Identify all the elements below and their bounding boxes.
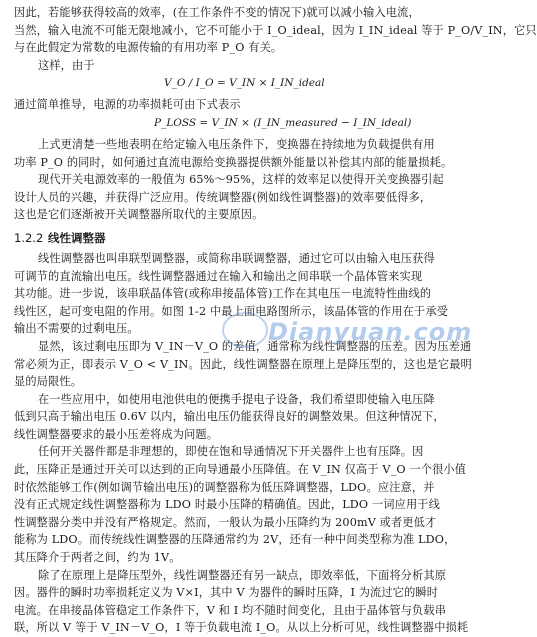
equation-power-loss: P_LOSS = V_IN × (I_IN_measured − I_IN_ideal) xyxy=(154,116,412,129)
text-line: 输出不需要的过剩电压。 xyxy=(14,322,139,336)
text-line: 功率 P_O 的同时，如何通过直流电源给变换器提供额外能量以补偿其内部的能量损耗。 xyxy=(14,155,453,169)
text-line: 通过简单推导，电源的功率损耗可由下式表示 xyxy=(14,98,241,112)
equation-efficiency: V_O / I_O = V_IN × I_IN_ideal xyxy=(164,77,325,90)
text-line: 设计人员的兴趣，并获得广泛应用。传统调整器(例如线性调整器)的效率要低得多， xyxy=(14,190,432,204)
text-line: 能称为 LDO。而传统线性调整器的压降通常约为 2V，还有一种中间类型称为准 LDO， xyxy=(14,533,456,547)
text-line: 电流。在串接晶体管稳定工作条件下，V 和 I 均不随时间变化，且由于晶体管与负载串 xyxy=(14,603,447,617)
text-line: 其功能。进一步说，该串联晶体管(或称串接晶体管)工作在其电压－电流特性曲线的 xyxy=(14,287,432,301)
text-line: 现代开关电源效率的一般值为 65%～95%，这样的效率足以使得开关变换器引起 xyxy=(38,173,444,187)
text-line: 可调节的直流输出电压。线性调整器通过在输入和输出之间串联一个晶体管来实现 xyxy=(14,269,423,283)
text-line: 显的局限性。 xyxy=(14,375,83,389)
text-line: 因。器件的瞬时功率损耗定义为 V×I，其中 V 为器件的瞬时压降，I 为流过它的瞬时 xyxy=(14,586,439,600)
text-line: 这样，由于 xyxy=(38,58,95,72)
text-line: 常必须为正，即表示 V_O < V_IN。因此，线性调整器在原理上是降压型的，这也是它最明 xyxy=(14,357,472,371)
text-line: 时依然能够工作(例如调节输出电压)的调整器称为低压降调整器，LDO。应注意，并 xyxy=(14,480,435,494)
text-line: 线性调整器要求的最小压差将成为问题。 xyxy=(14,427,219,441)
section-heading xyxy=(14,224,478,250)
section-title: 线性调整器 xyxy=(48,230,106,245)
text-line: 线性调整器也叫串联型调整器，或简称串联调整器，通过它可以由输入电压获得 xyxy=(38,251,435,265)
text-line: 此，压降正是通过开关可以达到的正向导通最小压降值。在 V_IN 仅高于 V_O 一个很小值 xyxy=(14,463,467,477)
text-line: 联，所以 V 等于 V_IN－V_O，I 等于负载电流 I_O。从以上分析可见，线性调整器中损耗 xyxy=(14,621,469,635)
text-line: 显然，该过剩电压即为 V_IN－V_O 的差值，通常称为线性调整器的压差。因为压差通 xyxy=(38,339,472,353)
text-line: 当然，输入电流不可能无限地减小，它不可能小于 I_O_ideal，因为 I_IN_ideal 等于 P_O/V_IN，它只 xyxy=(14,23,537,37)
text-line: 这也是它们逐渐被开关调整器所取代的主要原因。 xyxy=(14,208,264,222)
text-line: 因此，若能够获得较高的效率，(在工作条件不变的情况下)就可以减小输入电流， xyxy=(14,6,420,19)
text-line: 上式更清楚一些地表明在给定输入电压条件下，变换器在持续地为负载提供有用 xyxy=(38,137,435,151)
watermark-logo-icon xyxy=(222,312,268,348)
text-line: 没有正式规定线性调整器称为 LDO 时最小压降的精确值。因此，LDO 一词应用于线 xyxy=(14,498,440,512)
watermark: Dianyuan.com xyxy=(268,318,473,346)
text-line: 与在此假定为常数的电源传输的有用功率 P_O 有关。 xyxy=(14,41,283,55)
text-line: 性调整器分类中并没有严格规定。然而，一般认为最小压降约为 200mV 或者更低才 xyxy=(14,515,437,529)
text-line: 除了在原理上是降压型外，线性调整器还有另一缺点，即效率低，下面将分析其原 xyxy=(38,568,447,582)
text-line: 在一些应用中，如使用电池供电的便携手提电子设备，我们希望即使输入电压降 xyxy=(38,392,435,406)
text-line: 任何开关器件都是非理想的，即使在饱和导通情况下开关器件上也有压降。因 xyxy=(38,445,424,459)
text-line: 线性区，起可变电阻的作用。如图 1-2 中最上面电路图所示，该晶体管的作用在于承受 xyxy=(14,304,449,318)
section-number: 1.2.2 xyxy=(14,230,44,245)
text-line: 其压降介于两者之间，约为 1V。 xyxy=(14,551,181,565)
text-line: 低到只高于输出电压 0.6V 以内，输出电压仍能获得良好的调整效果。但这种情况下， xyxy=(14,410,445,424)
